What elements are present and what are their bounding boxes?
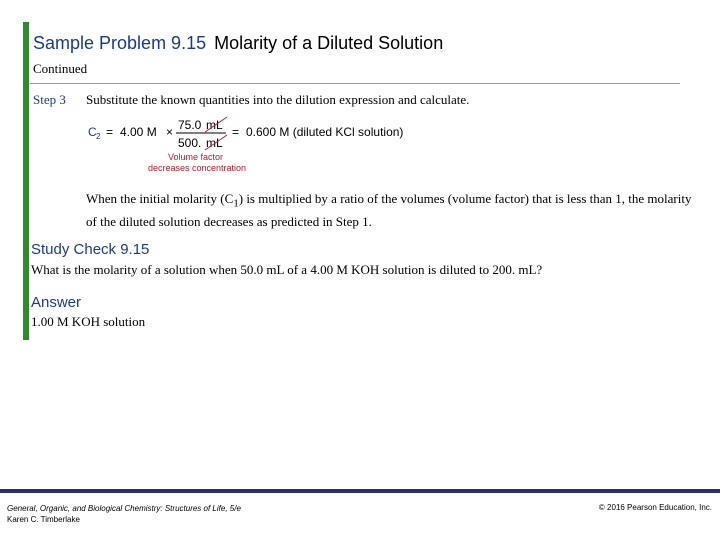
page-title: [33, 33, 443, 54]
equals-sign-2: =: [232, 125, 240, 139]
denominator-unit: mL: [206, 136, 223, 150]
copyright-notice: © 2016 Pearson Education, Inc.: [598, 503, 712, 512]
c2-subscript: 2: [96, 132, 101, 141]
problem-label: Sample Problem 9.15: [33, 33, 207, 53]
footer-citation: [7, 503, 241, 525]
study-check-question: What is the molarity of a solution when 50.0 mL of a 4.00 M KOH solution is diluted to 200. mL?: [31, 262, 543, 277]
volume-numerator: 75.0: [178, 118, 202, 132]
explanation-subscript: 1: [233, 197, 239, 210]
explanation-part-1: When the initial molarity (C: [86, 191, 234, 206]
equation-result: 0.600 M (diluted KCl solution): [246, 125, 404, 139]
step-explanation: [86, 190, 696, 231]
volume-factor-note-2: decreases concentration: [148, 163, 247, 173]
answer-heading: Answer: [31, 294, 82, 311]
volume-factor-note-1: Volume factor: [168, 152, 224, 162]
continued-label: Continued: [33, 61, 88, 76]
answer-text: 1.00 M KOH solution: [31, 314, 146, 329]
book-author: Karen C. Timberlake: [7, 515, 80, 524]
explanation-part-2: ) is multiplied by a ratio of the volumes (volume factor) that is less than 1, the molarity of the diluted solution decreases as predicted in Step 1.: [86, 191, 692, 229]
accent-bar: [23, 22, 29, 340]
initial-molarity: 4.00 M: [120, 125, 157, 139]
footer-bar: [0, 489, 720, 493]
header-divider: [30, 83, 680, 84]
study-check-heading: Study Check 9.15: [31, 241, 150, 258]
dilution-equation: [86, 114, 426, 176]
numerator-unit: mL: [206, 118, 223, 132]
c2-symbol: C: [88, 125, 97, 139]
times-sign: ×: [166, 125, 174, 139]
equals-sign-1: =: [106, 125, 114, 139]
step-instruction: Substitute the known quantities into the dilution expression and calculate.: [86, 92, 470, 107]
book-title: General, Organic, and Biological Chemistry: Structures of Life, 5/e: [7, 504, 241, 513]
volume-denominator: 500.: [178, 136, 202, 150]
problem-subject: Molarity of a Diluted Solution: [214, 33, 444, 53]
step-label: Step 3: [33, 92, 66, 107]
